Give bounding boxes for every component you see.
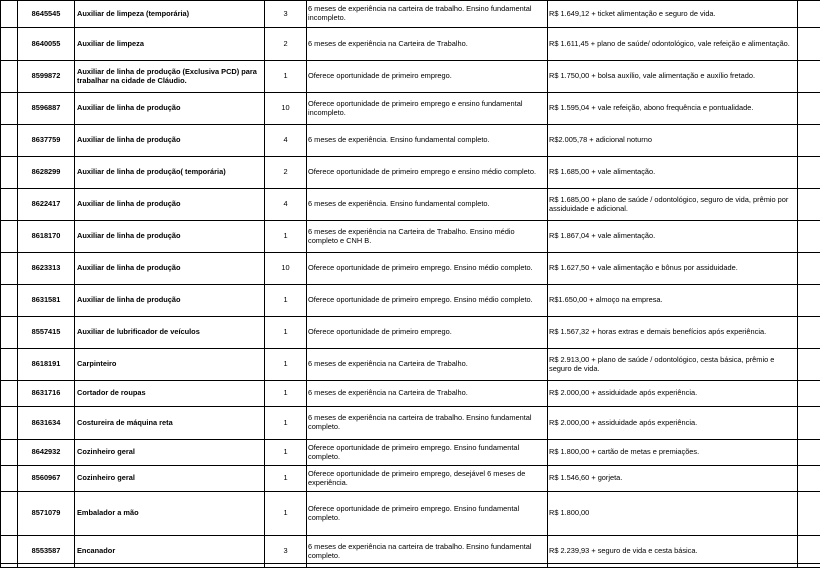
job-code-cell: 8642932	[18, 440, 75, 466]
salary-cell: R$ 1.649,12 + ticket alimentação e seguro de vida.	[548, 1, 798, 28]
vacancies-cell: 1	[265, 440, 307, 466]
requirements-cell: 6 meses de experiência na Carteira de Trabalho.	[307, 381, 548, 407]
salary-cell: R$ 1.685,00 + vale alimentação.	[548, 157, 798, 189]
vacancies-cell: 2	[265, 28, 307, 61]
row-trailing-cell	[798, 1, 820, 28]
vacancies-cell: 3	[265, 536, 307, 568]
job-title-cell: Auxiliar de linha de produção	[75, 189, 265, 221]
row-leading-cell	[1, 157, 18, 189]
job-title-cell: Embalador a mão	[75, 492, 265, 536]
job-title-cell: Auxiliar de linha de produção	[75, 285, 265, 317]
job-code-cell: 8637759	[18, 125, 75, 157]
row-trailing-cell	[798, 492, 820, 536]
job-code-cell: 8599872	[18, 61, 75, 93]
row-trailing-cell	[798, 28, 820, 61]
table-row	[1, 492, 820, 536]
job-title-cell: Auxiliar de linha de produção( temporária)	[75, 157, 265, 189]
row-trailing-cell	[798, 440, 820, 466]
job-title-cell: Auxiliar de lubrificador de veículos	[75, 317, 265, 349]
vacancies-cell: 2	[265, 157, 307, 189]
salary-cell: R$ 2.000,00 + assiduidade após experiência.	[548, 407, 798, 440]
job-title-cell: Encanador	[75, 536, 265, 568]
vacancies-cell: 1	[265, 349, 307, 381]
row-trailing-cell	[798, 61, 820, 93]
table-row	[1, 1, 820, 28]
salary-cell: R$ 1.800,00	[548, 492, 798, 536]
requirements-cell: 6 meses de experiência. Ensino fundamental completo.	[307, 125, 548, 157]
table-row	[1, 93, 820, 125]
salary-cell: R$2.005,78 + adicional noturno	[548, 125, 798, 157]
job-code-cell: 8645545	[18, 1, 75, 28]
job-title-cell: Auxiliar de limpeza	[75, 28, 265, 61]
table-bottom-border	[0, 563, 820, 564]
job-code-cell: 8628299	[18, 157, 75, 189]
requirements-cell: 6 meses de experiência na Carteira de Trabalho. Ensino médio completo e CNH B.	[307, 221, 548, 253]
job-title-cell: Cozinheiro geral	[75, 466, 265, 492]
job-code-cell: 8640055	[18, 28, 75, 61]
table-row	[1, 125, 820, 157]
requirements-cell: Oferece oportunidade de primeiro emprego. Ensino fundamental completo.	[307, 492, 548, 536]
salary-cell: R$ 1.567,32 + horas extras e demais benefícios após experiência.	[548, 317, 798, 349]
row-leading-cell	[1, 440, 18, 466]
salary-cell: R$ 1.546,60 + gorjeta.	[548, 466, 798, 492]
requirements-cell: 6 meses de experiência na carteira de trabalho. Ensino fundamental completo.	[307, 536, 548, 568]
table-row	[1, 253, 820, 285]
table-row	[1, 189, 820, 221]
row-trailing-cell	[798, 93, 820, 125]
vacancies-cell: 1	[265, 492, 307, 536]
job-code-cell: 8631581	[18, 285, 75, 317]
row-leading-cell	[1, 285, 18, 317]
table-row	[1, 157, 820, 189]
row-trailing-cell	[798, 466, 820, 492]
job-code-cell: 8571079	[18, 492, 75, 536]
row-leading-cell	[1, 317, 18, 349]
row-trailing-cell	[798, 407, 820, 440]
row-trailing-cell	[798, 253, 820, 285]
table-row	[1, 61, 820, 93]
row-trailing-cell	[798, 157, 820, 189]
job-code-cell: 8618170	[18, 221, 75, 253]
salary-cell: R$1.650,00 + almoço na empresa.	[548, 285, 798, 317]
vacancies-cell: 10	[265, 253, 307, 285]
salary-cell: R$ 1.627,50 + vale alimentação e bônus por assiduidade.	[548, 253, 798, 285]
requirements-cell: Oferece oportunidade de primeiro emprego, desejável 6 meses de experiência.	[307, 466, 548, 492]
job-title-cell: Cortador de roupas	[75, 381, 265, 407]
vacancies-cell: 1	[265, 221, 307, 253]
vacancies-cell: 4	[265, 125, 307, 157]
table-body	[1, 1, 820, 568]
requirements-cell: Oferece oportunidade de primeiro emprego.	[307, 61, 548, 93]
job-code-cell: 8623313	[18, 253, 75, 285]
row-leading-cell	[1, 93, 18, 125]
salary-cell: R$ 2.913,00 + plano de saúde / odontológico, cesta básica, prêmio e seguro de vida.	[548, 349, 798, 381]
salary-cell: R$ 1.595,04 + vale refeição, abono frequência e pontualidade.	[548, 93, 798, 125]
job-title-cell: Auxiliar de linha de produção	[75, 125, 265, 157]
vacancies-cell: 1	[265, 381, 307, 407]
table-row	[1, 28, 820, 61]
job-code-cell: 8622417	[18, 189, 75, 221]
job-code-cell: 8618191	[18, 349, 75, 381]
vacancies-cell: 3	[265, 1, 307, 28]
salary-cell: R$ 1.867,04 + vale alimentação.	[548, 221, 798, 253]
table-row	[1, 221, 820, 253]
table-row	[1, 440, 820, 466]
vacancies-cell: 10	[265, 93, 307, 125]
row-leading-cell	[1, 189, 18, 221]
job-title-cell: Carpinteiro	[75, 349, 265, 381]
vacancies-cell: 1	[265, 285, 307, 317]
row-leading-cell	[1, 221, 18, 253]
requirements-cell: Oferece oportunidade de primeiro emprego e ensino fundamental incompleto.	[307, 93, 548, 125]
table-row	[1, 349, 820, 381]
row-leading-cell	[1, 492, 18, 536]
requirements-cell: Oferece oportunidade de primeiro emprego. Ensino fundamental completo.	[307, 440, 548, 466]
requirements-cell: 6 meses de experiência na Carteira de Trabalho.	[307, 349, 548, 381]
vacancies-cell: 1	[265, 317, 307, 349]
row-trailing-cell	[798, 189, 820, 221]
table-row	[1, 407, 820, 440]
row-leading-cell	[1, 125, 18, 157]
requirements-cell: 6 meses de experiência na carteira de trabalho. Ensino fundamental incompleto.	[307, 1, 548, 28]
row-leading-cell	[1, 407, 18, 440]
row-leading-cell	[1, 1, 18, 28]
salary-cell: R$ 1.685,00 + plano de saúde / odontológico, seguro de vida, prêmio por assiduidade e adicional.	[548, 189, 798, 221]
vacancies-cell: 1	[265, 407, 307, 440]
requirements-cell: 6 meses de experiência na Carteira de Trabalho.	[307, 28, 548, 61]
vacancies-cell: 1	[265, 61, 307, 93]
job-code-cell: 8553587	[18, 536, 75, 568]
row-trailing-cell	[798, 349, 820, 381]
job-code-cell: 8631716	[18, 381, 75, 407]
table-row	[1, 466, 820, 492]
job-code-cell: 8596887	[18, 93, 75, 125]
table-row	[1, 381, 820, 407]
row-leading-cell	[1, 349, 18, 381]
salary-cell: R$ 1.611,45 + plano de saúde/ odontológico, vale refeição e alimentação.	[548, 28, 798, 61]
table-row	[1, 285, 820, 317]
requirements-cell: Oferece oportunidade de primeiro emprego. Ensino médio completo.	[307, 285, 548, 317]
salary-cell: R$ 2.239,93 + seguro de vida e cesta básica.	[548, 536, 798, 568]
row-trailing-cell	[798, 221, 820, 253]
row-trailing-cell	[798, 285, 820, 317]
job-title-cell: Auxiliar de linha de produção	[75, 253, 265, 285]
row-trailing-cell	[798, 125, 820, 157]
table-row	[1, 317, 820, 349]
vacancies-cell: 4	[265, 189, 307, 221]
salary-cell: R$ 1.800,00 + cartão de metas e premiações.	[548, 440, 798, 466]
row-leading-cell	[1, 28, 18, 61]
requirements-cell: Oferece oportunidade de primeiro emprego. Ensino médio completo.	[307, 253, 548, 285]
row-leading-cell	[1, 466, 18, 492]
job-title-cell: Cozinheiro geral	[75, 440, 265, 466]
row-leading-cell	[1, 253, 18, 285]
job-code-cell: 8557415	[18, 317, 75, 349]
row-leading-cell	[1, 381, 18, 407]
job-title-cell: Costureira de máquina reta	[75, 407, 265, 440]
job-code-cell: 8560967	[18, 466, 75, 492]
vacancies-cell: 1	[265, 466, 307, 492]
salary-cell: R$ 1.750,00 + bolsa auxílio, vale alimentação e auxílio fretado.	[548, 61, 798, 93]
job-title-cell: Auxiliar de linha de produção	[75, 221, 265, 253]
requirements-cell: 6 meses de experiência. Ensino fundamental completo.	[307, 189, 548, 221]
requirements-cell: 6 meses de experiência na carteira de trabalho. Ensino fundamental completo.	[307, 407, 548, 440]
requirements-cell: Oferece oportunidade de primeiro emprego.	[307, 317, 548, 349]
row-trailing-cell	[798, 381, 820, 407]
salary-cell: R$ 2.000,00 + assiduidade após experiência.	[548, 381, 798, 407]
job-title-cell: Auxiliar de linha de produção	[75, 93, 265, 125]
row-trailing-cell	[798, 317, 820, 349]
job-title-cell: Auxiliar de linha de produção (Exclusiva PCD) para trabalhar na cidade de Cláudio.	[75, 61, 265, 93]
job-title-cell: Auxiliar de limpeza (temporária)	[75, 1, 265, 28]
row-leading-cell	[1, 61, 18, 93]
job-code-cell: 8631634	[18, 407, 75, 440]
requirements-cell: Oferece oportunidade de primeiro emprego e ensino médio completo.	[307, 157, 548, 189]
